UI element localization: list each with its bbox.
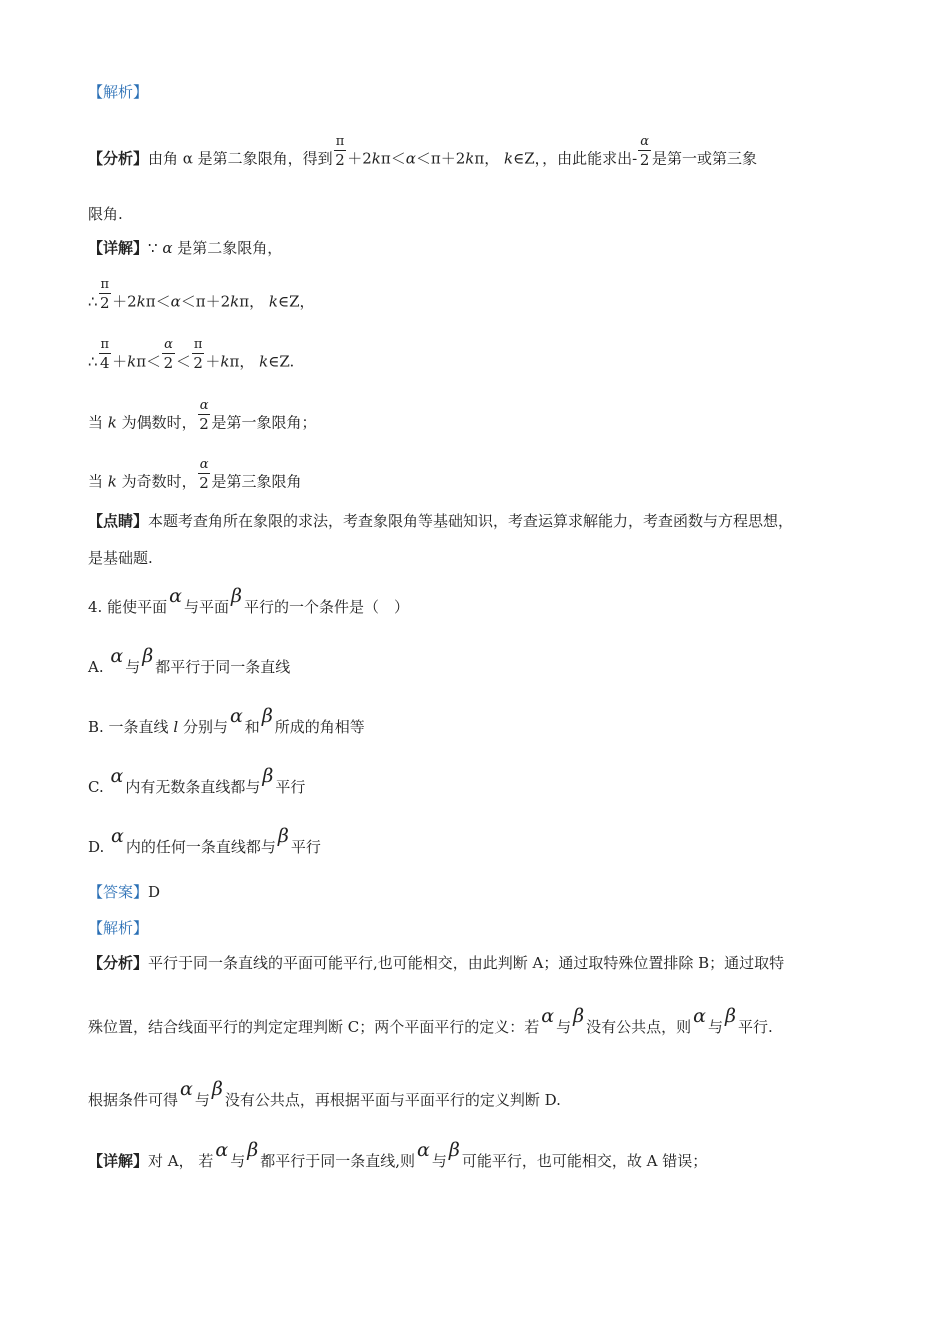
xiangjie-odd: 当 k 为奇数时， $\frac{\alpha}{2}$ 是第三象限角 xyxy=(88,457,302,492)
xiangjie-line2: ∴ $\frac{\pi}{2}$ ＋2kπ＜α＜π＋2kπ， k∈Z， xyxy=(88,277,315,312)
q4-fenxi-line1: 【分析】平行于同一条直线的平面可能平行,也可能相交，由此判断 A；通过取特殊位置排除 B；通过取特 xyxy=(88,954,785,972)
xiangjie-tag: 【详解】 xyxy=(88,239,149,257)
q4-option-d: D. α 内的任何一条直线都与 β 平行 xyxy=(88,825,321,856)
q4-fenxi-line2: 殊位置，结合线面平行的判定定理判断 C；两个平面平行的定义：若 α 与 β 没有公共点，则 α 与 β 平行. xyxy=(88,1005,773,1036)
fenxi-paragraph-line1: 【分析】由角 α 是第二象限角，得到 $\frac{\pi}{2}$ ＋2kπ＜α＜π＋2kπ， k∈Z，，由此能求出- $\frac{\alpha}{2}$ 是第一或第三象 xyxy=(88,134,758,169)
fraction-pi-over-2: $\frac{\pi}{2}$ xyxy=(335,134,345,169)
q4-option-a: A. α 与 β 都平行于同一条直线 xyxy=(88,645,291,676)
dianjing-line2: 是基础题. xyxy=(88,549,153,567)
fenxi-paragraph-line2: 限角. xyxy=(88,205,123,223)
q4-answer: 【答案】D xyxy=(88,883,161,901)
dianjing-line1: 【点睛】本题考查角所在象限的求法，考查象限角等基础知识，考查运算求解能力，考查函数与方程思想， xyxy=(88,512,794,530)
fenxi-tag: 【分析】 xyxy=(88,149,149,168)
jiexi-tag: 【解析】 xyxy=(88,83,149,101)
q4-xiangjie-line1: 【详解】对 A， 若 α 与 β 都平行于同一条直线,则 α 与 β 可能平行，也可能相交，故 A 错误； xyxy=(88,1139,708,1170)
xiangjie-line1: 【详解】∵ α 是第二象限角， xyxy=(88,239,283,257)
fraction-alpha-over-2: $\frac{\alpha}{2}$ xyxy=(639,134,650,169)
dianjing-tag: 【点睛】 xyxy=(88,512,149,530)
q4-option-b: B. 一条直线 l 分别与 α 和 β 所成的角相等 xyxy=(88,705,365,736)
q4-jiexi-tag: 【解析】 xyxy=(88,919,149,937)
q4-stem: 4. 能使平面 α 与平面 β 平行的一个条件是（ ） xyxy=(88,585,409,616)
q4-option-c: C. α 内有无数条直线都与 β 平行 xyxy=(88,765,306,796)
xiangjie-line3: ∴ $\frac{\pi}{4}$ ＋kπ＜ $\frac{\alpha}{2}$ ＜ $\frac{\pi}{2}$ ＋kπ， k∈Z. xyxy=(88,337,295,372)
answer-tag: 【答案】 xyxy=(88,883,149,901)
q4-fenxi-tag: 【分析】 xyxy=(88,954,149,972)
xiangjie-even: 当 k 为偶数时， $\frac{\alpha}{2}$ 是第一象限角； xyxy=(88,398,317,433)
q4-fenxi-line3: 根据条件可得 α 与 β 没有公共点，再根据平面与平面平行的定义判断 D. xyxy=(88,1078,561,1109)
q4-xiangjie-tag: 【详解】 xyxy=(88,1152,149,1170)
